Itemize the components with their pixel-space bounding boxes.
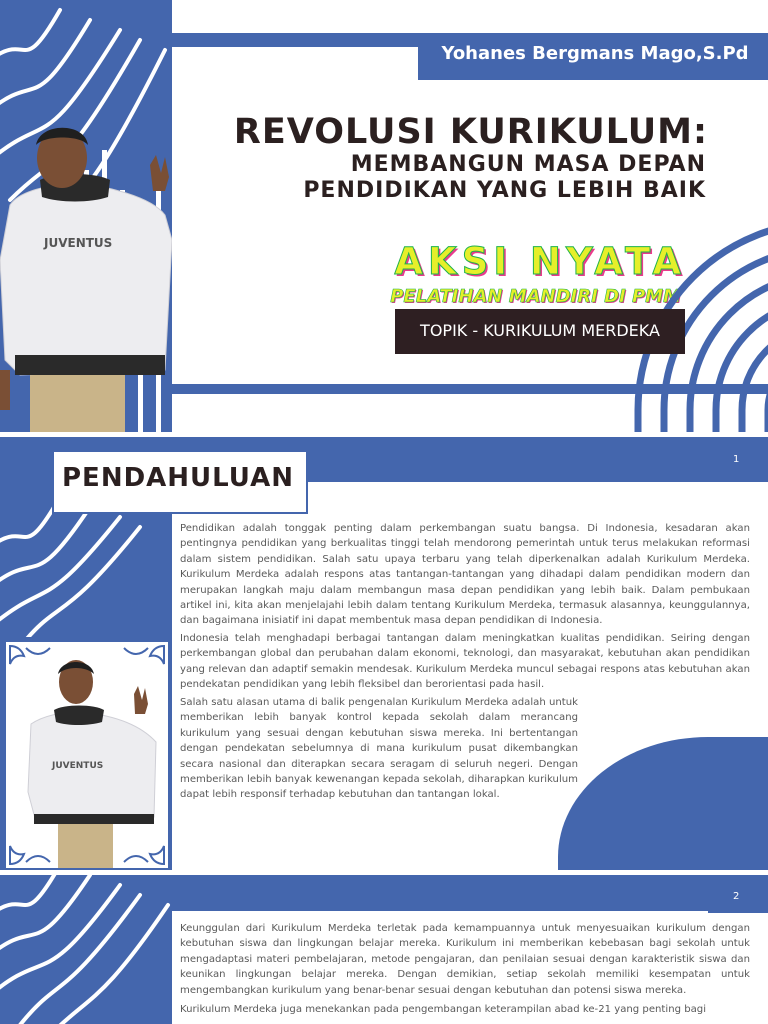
author-name: Yohanes Bergmans Mago,S.Pd — [441, 43, 749, 64]
pelatihan-subheading: PELATIHAN MANDIRI DI PMM — [390, 286, 681, 307]
blue-blob-decoration — [558, 737, 768, 870]
page-number: 1 — [733, 454, 740, 465]
person-photo — [0, 0, 172, 432]
cover-left-panel — [0, 0, 172, 432]
svg-text:JUVENTUS: JUVENTUS — [52, 761, 104, 771]
aksi-nyata-heading: AKSI NYATA — [394, 240, 686, 283]
page-number: 2 — [733, 891, 740, 902]
svg-text:JUVENTUS: JUVENTUS — [44, 236, 113, 250]
bottom-accent-bar — [172, 384, 768, 394]
main-title: REVOLUSI KURIKULUM: — [233, 112, 708, 152]
white-wave-lines-decoration — [0, 875, 172, 1024]
cover-slide — [0, 0, 768, 432]
content-paragraph-2: Kurikulum Merdeka juga menekankan pada pengembangan keterampilan abad ke-21 yang penting bagi — [180, 1004, 707, 1015]
intro-paragraph-3: Salah satu alasan utama di balik pengenalan Kurikulum Merdeka adalah untuk memberikan lebih banyak kontrol kepada sekolah dalam merancang kurikulum yang sesuai dengan kebutuhan siswa mereka. Ini bertentangan dengan pendekatan sebelumnya di mana kurikulum pusat dikembangkan secara nasional dan diterapkan secara seragam di seluruh negeri. Dengan memberikan lebih banyak kewenangan kepada sekolah, diharapkan kurikulum dapat lebih responsif terhadap kebutuhan dan tantangan lokal. — [180, 697, 578, 801]
section-heading: PENDAHULUAN — [62, 463, 294, 493]
framed-person-photo — [4, 640, 170, 870]
content-paragraph-1: Keunggulan dari Kurikulum Merdeka terletak pada kemampuannya untuk menyesuaikan kurikulum dengan kebutuhan siswa dan lingkungan belajar mereka. Kurikulum ini memberikan kebebasan bagi sekolah untuk mengadaptasi materi pembelajaran, metode pengajaran, dan penilaian sesuai dengan karakteristik siswa dan keunikan lingkungan belajar mereka. Dengan demikian, setiap sekolah memiliki kesempatan untuk mengembangkan kurikulum yang benar-benar sesuai dengan kebutuhan dan potensi siswa mereka. — [180, 923, 750, 996]
subtitle-line-1: MEMBANGUN MASA DEPAN — [350, 152, 706, 177]
person-photo — [6, 642, 168, 868]
content-top-bar — [172, 875, 768, 911]
topic-label: TOPIK - KURIKULUM MERDEKA — [420, 321, 660, 340]
subtitle-line-2: PENDIDIKAN YANG LEBIH BAIK — [303, 178, 706, 203]
subtitle — [303, 152, 706, 204]
intro-paragraph-1: Pendidikan adalah tonggak penting dalam perkembangan suatu bangsa. Di Indonesia, kesadaran akan pentingnya pendidikan yang berkualitas tinggi telah mendorong pemerintah untuk terus melakukan reformasi dalam sistem pendidikan. Salah satu upaya terbaru yang telah diperkenalkan adalah Kurikulum Merdeka. Kurikulum Merdeka adalah respons atas tantangan-tantangan yang dihadapi dalam pendidikan modern dan merupakan langkah maju dalam membangun masa depan pendidikan yang lebih baik. Dalam pembukaan artikel ini, kita akan menjelajahi lebih dalam tentang Kurikulum Merdeka, termasuk alasannya, keunggulannya, dan bagaimana inisiatif ini dapat membentuk masa depan pendidikan di Indonesia. — [180, 523, 750, 627]
intro-paragraph-2: Indonesia telah menghadapi berbagai tantangan dalam meningkatkan kualitas pendidikan. Seiring dengan perkembangan global dan perubahan dalam ekonomi, teknologi, dan masyarakat, kebutuhan akan pendidikan yang relevan dan adaptif semakin mendesak. Kurikulum Merdeka muncul sebagai respons atas kebutuhan akan pendekatan pendidikan yang lebih fleksibel dan berorientasi pada hasil. — [180, 633, 750, 691]
content-slide — [0, 875, 768, 1024]
introduction-slide — [0, 437, 768, 870]
content-left-panel — [0, 875, 172, 1024]
